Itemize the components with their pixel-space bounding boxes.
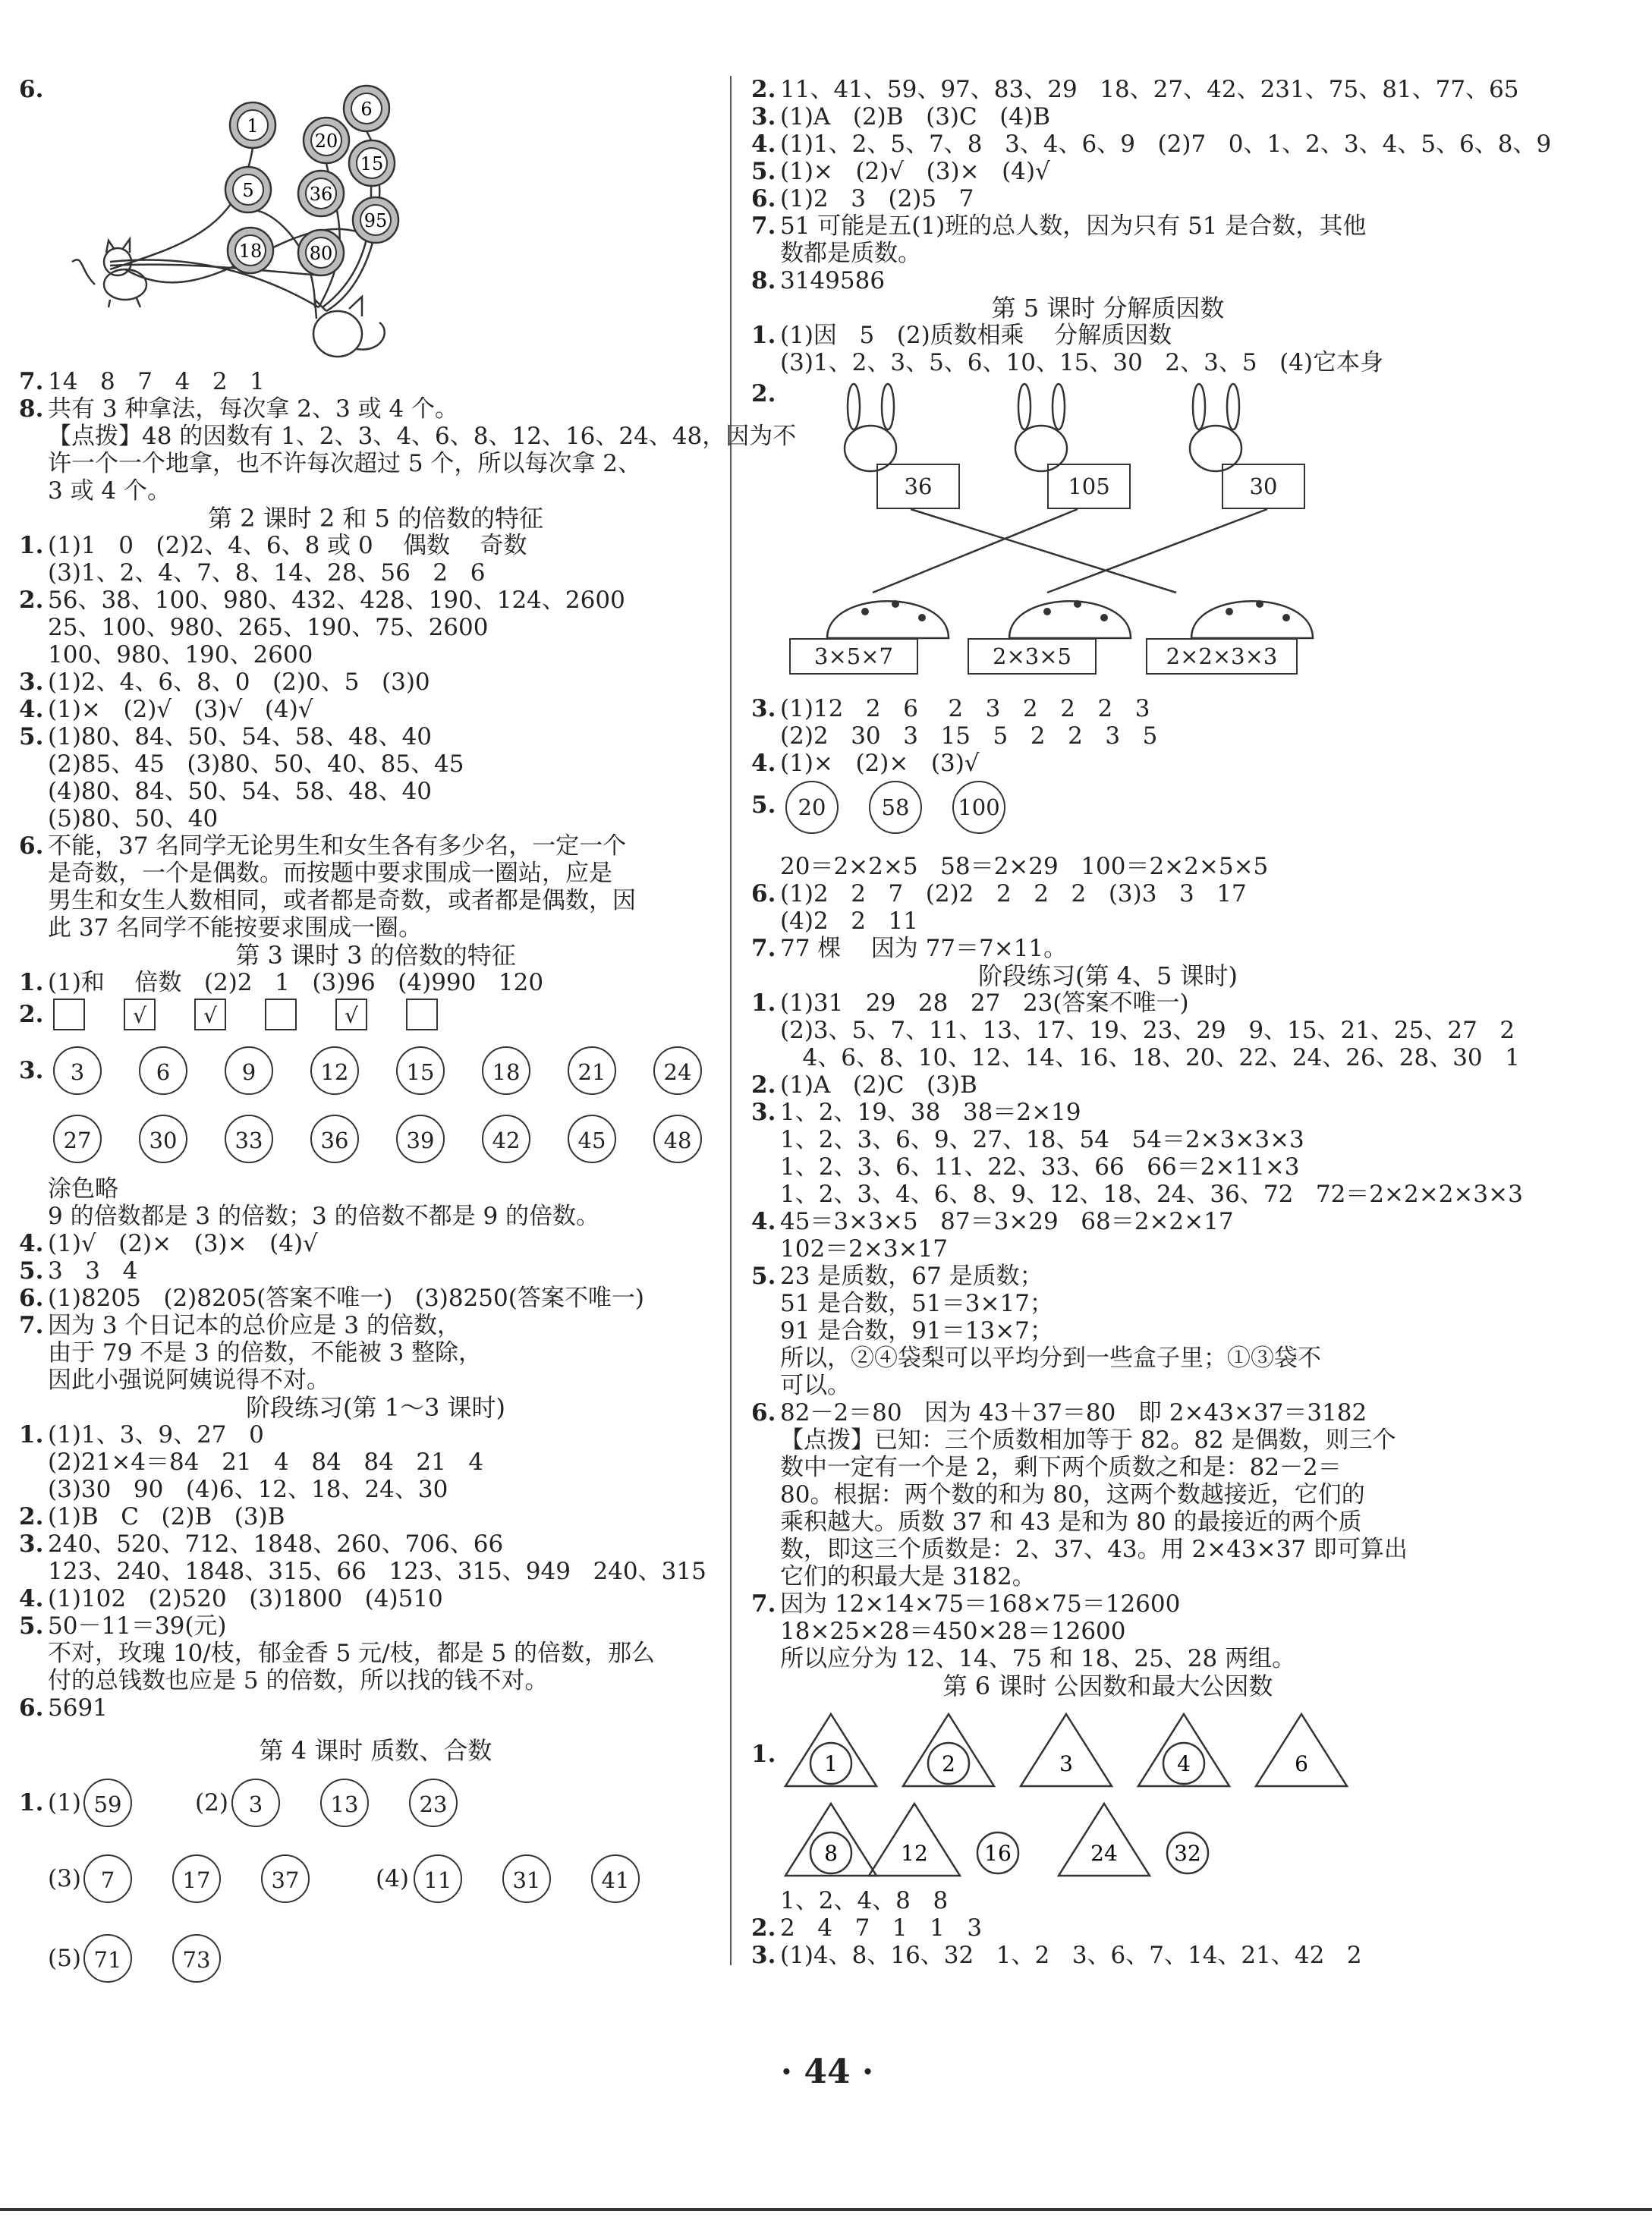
answer-line: 1、2、19、38 38＝2×19	[780, 1099, 1081, 1126]
circled-number: 58	[869, 781, 922, 834]
answer-line: 1、2、3、4、6、8、9、12、18、24、36、72 72＝2×2×2×3×3	[780, 1181, 1523, 1208]
question-number: 2.	[19, 1503, 44, 1530]
answer-line: 9 的倍数都是 3 的倍数；3 的倍数不都是 9 的倍数。	[48, 1203, 600, 1230]
question-number: 5.	[751, 791, 776, 819]
answer-line: 涂色略	[48, 1175, 118, 1203]
answer-line: 3149586	[780, 267, 886, 294]
section-heading: 第 3 课时 3 的倍数的特征	[235, 941, 516, 970]
option-tag: (5)	[48, 1945, 81, 1972]
circled-number: 100	[952, 781, 1005, 834]
question-number: 6.	[19, 1694, 44, 1722]
circled-number: 39	[396, 1115, 445, 1163]
answer-line: 1、2、3、6、11、22、33、66 66＝2×11×3	[780, 1153, 1300, 1181]
svg-text:20: 20	[314, 131, 338, 152]
question-number: 4.	[751, 750, 776, 777]
number-shape	[899, 1710, 998, 1794]
answer-line: 45＝3×3×5 87＝3×29 68＝2×2×17	[780, 1208, 1234, 1235]
answer-line: 23 是质数，67 是质数；	[780, 1263, 1043, 1290]
circled-number: 48	[653, 1115, 702, 1163]
section-heading: 阶段练习(第 1～3 课时)	[245, 1393, 506, 1422]
column-divider	[730, 76, 732, 1965]
balloon-cats-illustration	[65, 80, 489, 360]
question-number: 3.	[751, 1942, 776, 1969]
option-tag: (2)	[195, 1789, 228, 1817]
check-box: √	[194, 999, 226, 1030]
circled-number: 30	[139, 1115, 187, 1163]
question-number: 2.	[751, 1914, 776, 1942]
question-number: 3.	[19, 668, 44, 696]
number-shape	[1138, 1800, 1237, 1883]
check-box	[53, 999, 85, 1030]
balloon	[298, 230, 344, 275]
mushroom-factor-card: 3×5×7	[789, 638, 918, 675]
circled-number: 3	[53, 1046, 102, 1095]
answer-line: 51 是合数，51＝3×17；	[780, 1290, 1053, 1317]
circled-number: 59	[83, 1779, 132, 1827]
question-number: 4.	[19, 1230, 44, 1257]
svg-text:8: 8	[824, 1841, 838, 1866]
answer-line: 是奇数，一个是偶数。而按题中要求围成一圈站，应是	[48, 860, 612, 887]
answer-line: (1)80、84、50、54、58、48、40	[48, 723, 433, 750]
circled-number: 12	[310, 1046, 359, 1095]
circled-number: 71	[83, 1934, 132, 1983]
answer-line: 付的总钱数也应是 5 的倍数，所以找的钱不对。	[48, 1667, 549, 1694]
question-number: 7.	[751, 935, 776, 962]
check-box	[265, 999, 297, 1030]
answer-line: (3)1、2、4、7、8、14、28、56 2 6	[48, 559, 486, 587]
answer-line: (4)80、84、50、54、58、48、40	[48, 778, 433, 805]
answer-line: (1)A (2)C (3)B	[780, 1071, 977, 1099]
answer-line: 因为 12×14×75＝168×75＝12600	[780, 1590, 1181, 1618]
question-number: 2.	[751, 1071, 776, 1099]
svg-text:18: 18	[238, 241, 263, 262]
mushroom-factor-card: 2×3×5	[968, 638, 1097, 675]
answer-line: 2 4 7 1 1 3	[780, 1914, 983, 1942]
question-number: 6.	[19, 832, 44, 860]
answer-line: (3)1、2、3、5、6、10、15、30 2、3、5 (4)它本身	[780, 349, 1384, 376]
question-number: 1.	[751, 322, 776, 349]
circled-number: 45	[568, 1115, 616, 1163]
question-number: 3.	[751, 1099, 776, 1126]
rabbit-number-card: 36	[876, 464, 960, 509]
answer-line: 所以，②④袋梨可以平均分到一些盒子里；①③袋不	[780, 1345, 1321, 1372]
answer-line: (2)3、5、7、11、13、17、19、23、29 9、15、21、25、27 2	[780, 1017, 1515, 1044]
circled-number: 11	[414, 1854, 462, 1903]
answer-line: 男生和女生人数相同，或者都是奇数，或者都是偶数，因	[48, 887, 636, 914]
circled-number: 15	[396, 1046, 445, 1095]
section-heading: 第 2 课时 2 和 5 的倍数的特征	[207, 504, 544, 533]
question-number: 8.	[19, 395, 44, 423]
question-number: 2.	[19, 587, 44, 614]
answer-line: 1、2、3、6、9、27、18、54 54＝2×3×3×3	[780, 1126, 1304, 1153]
question-number: 7.	[751, 212, 776, 240]
question-number: 4.	[19, 696, 44, 723]
answer-line: 102＝2×3×17	[780, 1235, 949, 1263]
circled-number: 37	[261, 1854, 310, 1903]
answer-line: 因为 3 个日记本的总价应是 3 的倍数，	[48, 1312, 461, 1339]
svg-text:1: 1	[824, 1751, 838, 1776]
answer-line: 77 棵 因为 77＝7×11。	[780, 935, 1068, 962]
question-number: 8.	[751, 267, 776, 294]
circled-number: 33	[225, 1115, 273, 1163]
answer-line: (1)4、8、16、32 1、2 3、6、7、14、21、42 2	[780, 1942, 1362, 1969]
answer-line: (1)31 29 28 27 23(答案不唯一)	[780, 989, 1189, 1017]
answer-line: (1)1、2、5、7、8 3、4、6、9 (2)7 0、1、2、3、4、5、6、8、9	[780, 131, 1552, 158]
answer-line: (1)因 5 (2)质数相乘 分解质因数	[780, 322, 1172, 349]
balloon	[225, 167, 271, 212]
answer-line: (1)102 (2)520 (3)1800 (4)510	[48, 1585, 443, 1612]
balloon	[349, 140, 395, 186]
answer-line: (1)2 2 7 (2)2 2 2 2 (3)3 3 17	[780, 880, 1247, 907]
svg-text:80: 80	[309, 243, 333, 264]
svg-text:12: 12	[901, 1841, 928, 1866]
answer-line: (2)85、45 (3)80、50、40、85、45	[48, 750, 464, 778]
number-shape	[782, 1710, 880, 1794]
svg-text:15: 15	[360, 153, 384, 175]
answer-line: (1)2、4、6、8、0 (2)0、5 (3)0	[48, 668, 430, 696]
question-number: 5.	[751, 1263, 776, 1290]
question-number: 4.	[19, 1585, 44, 1612]
answer-line: 数，即这三个质数是：2、37、43。用 2×43×37 即可算出	[780, 1536, 1408, 1563]
answer-line: 1、2、4、8 8	[780, 1887, 949, 1914]
question-number: 7.	[751, 1590, 776, 1618]
section-heading: 阶段练习(第 4、5 课时)	[977, 961, 1238, 990]
question-number: 6.	[751, 1399, 776, 1426]
question-number: 1.	[19, 532, 44, 559]
answer-line: 此 37 名同学不能按要求围成一圈。	[48, 914, 423, 942]
circled-number: 7	[83, 1854, 132, 1903]
circled-number: 27	[53, 1115, 102, 1163]
answer-line: 100、980、190、2600	[48, 641, 313, 668]
balloon	[304, 118, 349, 163]
answer-line: (2)2 30 3 15 5 2 2 3 5	[780, 722, 1158, 750]
question-number: 2.	[19, 1001, 44, 1028]
answer-line: (4)2 2 11	[780, 907, 918, 935]
question-number: 1.	[19, 1421, 44, 1448]
svg-text:36: 36	[309, 184, 333, 205]
circled-number: 18	[482, 1046, 530, 1095]
question-number: 3.	[19, 1057, 44, 1084]
question-number: 3.	[751, 103, 776, 131]
answer-line: 共有 3 种拿法，每次拿 2、3 或 4 个。	[48, 395, 459, 423]
answer-line: 不能，37 名同学无论男生和女生各有多少名，一定一个	[48, 832, 627, 860]
section-heading: 第 6 课时 公因数和最大公因数	[942, 1672, 1273, 1700]
answer-line: (1)× (2)× (3)√	[780, 750, 980, 777]
question-number: 1.	[19, 1789, 44, 1817]
answer-line: 因此小强说阿姨说得不对。	[48, 1367, 330, 1394]
circled-number: 23	[409, 1779, 458, 1827]
answer-line: 4、6、8、10、12、14、16、18、20、22、24、26、28、30 1	[780, 1044, 1520, 1071]
circled-number: 42	[482, 1115, 530, 1163]
section-heading: 第 4 课时 质数、合数	[259, 1736, 492, 1765]
question-number: 7.	[19, 368, 44, 395]
answer-line: 14 8 7 4 2 1	[48, 368, 265, 395]
answer-line: 56、38、100、980、432、428、190、124、2600	[48, 587, 625, 614]
number-shape	[1017, 1710, 1115, 1794]
answer-line: 51 可能是五(1)班的总人数，因为只有 51 是合数，其他	[780, 212, 1367, 240]
question-number: 1.	[19, 969, 44, 996]
answer-line: (1)× (2)√ (3)√ (4)√	[48, 696, 313, 723]
answer-line: (1)和 倍数 (2)2 1 (3)96 (4)990 120	[48, 969, 544, 996]
answer-line: 不对，玫瑰 10/枝，郁金香 5 元/枝，都是 5 的倍数，那么	[48, 1640, 656, 1667]
answer-line: (5)80、50、40	[48, 805, 219, 832]
answer-line: 乘积越大。质数 37 和 43 是和为 80 的最接近的两个质	[780, 1508, 1362, 1536]
answer-line: 18×25×28＝450×28＝12600	[780, 1618, 1126, 1645]
rabbit-number-card: 105	[1047, 464, 1131, 509]
answer-line: 50－11＝39(元)	[48, 1612, 227, 1640]
svg-text:32: 32	[1174, 1841, 1201, 1866]
answer-line: 91 是合数，91＝13×7；	[780, 1317, 1053, 1345]
circled-number: 41	[591, 1854, 640, 1903]
answer-line: 11、41、59、97、83、29 18、27、42、231、75、81、77、65	[780, 76, 1519, 103]
answer-line: 数都是质数。	[780, 240, 921, 267]
question-number: 7.	[19, 1312, 44, 1339]
answer-line: (1)1 0 (2)2、4、6、8 或 0 偶数 奇数	[48, 532, 527, 559]
balloon	[353, 197, 398, 243]
circled-number: 36	[310, 1115, 359, 1163]
answer-line: 80。根据：两个数的和为 80，这两个数越接近，它们的	[780, 1481, 1365, 1508]
question-number: 1.	[751, 1741, 776, 1768]
circled-number: 21	[568, 1046, 616, 1095]
question-number: 1.	[751, 989, 776, 1017]
answer-line: (3)30 90 (4)6、12、18、24、30	[48, 1476, 448, 1503]
answer-line: (1)× (2)√ (3)× (4)√	[780, 158, 1050, 185]
svg-text:1: 1	[247, 115, 259, 137]
svg-text:3: 3	[1059, 1751, 1073, 1776]
circled-number: 13	[320, 1779, 369, 1827]
svg-text:4: 4	[1177, 1751, 1191, 1776]
rabbit-number-card: 30	[1222, 464, 1305, 509]
circled-number: 20	[785, 781, 839, 834]
question-number: 6.	[751, 185, 776, 212]
mushroom-factor-card: 2×2×3×3	[1146, 638, 1298, 675]
question-number: 6.	[19, 1285, 44, 1312]
tip-line: 【点拨】48 的因数有 1、2、3、4、6、8、12、16、24、48，因为不	[48, 423, 797, 450]
question-number: 5.	[751, 158, 776, 185]
number-shape	[1134, 1710, 1233, 1794]
tip-line: 许一个一个地拿，也不许每次超过 5 个，所以每次拿 2、	[48, 450, 642, 477]
answer-line: 由于 79 不是 3 的倍数，不能被 3 整除，	[48, 1339, 483, 1367]
circled-number: 3	[231, 1779, 280, 1827]
question-number: 5.	[19, 723, 44, 750]
answer-line: 20＝2×2×5 58＝2×29 100＝2×2×5×5	[780, 853, 1269, 880]
rabbit-mushroom-matching	[766, 376, 1472, 741]
question-number: 6.	[19, 76, 44, 103]
answer-line: 3 3 4	[48, 1257, 138, 1285]
circled-number: 73	[172, 1934, 221, 1983]
question-number: 3.	[19, 1530, 44, 1558]
question-number: 5.	[19, 1612, 44, 1640]
svg-text:6: 6	[360, 99, 373, 120]
tip-line: 3 或 4 个。	[48, 477, 171, 505]
answer-line: 240、520、712、1848、260、706、66	[48, 1530, 504, 1558]
circled-number: 9	[225, 1046, 273, 1095]
answer-line: 数中一定有一个是 2，剩下两个质数之和是：82－2＝	[780, 1454, 1342, 1481]
check-box	[406, 999, 438, 1030]
answer-line: (1)2 3 (2)5 7	[780, 185, 974, 212]
option-tag: (1)	[48, 1789, 81, 1817]
bottom-rule	[0, 2208, 1652, 2211]
svg-text:5: 5	[242, 180, 254, 201]
number-shape	[1252, 1710, 1351, 1794]
balloon	[344, 86, 389, 131]
option-tag: (4)	[376, 1865, 409, 1892]
check-box: √	[335, 999, 367, 1030]
number-shape	[949, 1800, 1047, 1883]
question-number: 2.	[751, 76, 776, 103]
svg-text:24: 24	[1090, 1841, 1118, 1866]
answer-line: (1)12 2 6 2 3 2 2 2 3	[780, 695, 1150, 722]
answer-line: (2)21×4＝84 21 4 84 84 21 4	[48, 1448, 484, 1476]
section-heading: 第 5 课时 分解质因数	[991, 294, 1225, 322]
answer-line: 所以应分为 12、14、75 和 18、25、28 两组。	[780, 1645, 1296, 1672]
circled-number: 24	[653, 1046, 702, 1095]
svg-text:6: 6	[1295, 1751, 1308, 1776]
question-number: 6.	[751, 880, 776, 907]
answer-line: (1)A (2)B (3)C (4)B	[780, 103, 1051, 131]
balloon	[228, 228, 273, 273]
question-number: 5.	[19, 1257, 44, 1285]
option-tag: (3)	[48, 1865, 81, 1892]
answer-line: 82－2＝80 因为 43＋37＝80 即 2×43×37＝3182	[780, 1399, 1367, 1426]
page-number: · 44 ·	[780, 2052, 874, 2091]
answer-line: (1)1、3、9、27 0	[48, 1421, 264, 1448]
svg-text:95: 95	[363, 210, 388, 231]
question-number: 3.	[751, 695, 776, 722]
answer-line: 【点拨】已知：三个质数相加等于 82。82 是偶数，则三个	[780, 1426, 1396, 1454]
svg-text:2: 2	[942, 1751, 955, 1776]
answer-line: 5691	[48, 1694, 108, 1722]
question-number: 4.	[751, 1208, 776, 1235]
circled-number: 6	[139, 1046, 187, 1095]
answer-line: (1)B C (2)B (3)B	[48, 1503, 285, 1530]
answer-line: 25、100、980、265、190、75、2600	[48, 614, 489, 641]
answer-line: 可以。	[780, 1372, 851, 1399]
circled-number: 17	[172, 1854, 221, 1903]
svg-text:16: 16	[984, 1841, 1012, 1866]
question-number: 2.	[751, 380, 776, 407]
answer-line: 123、240、1848、315、66 123、315、949 240、315	[48, 1558, 706, 1585]
balloon	[230, 102, 275, 148]
question-number: 4.	[751, 131, 776, 158]
balloon	[298, 171, 344, 216]
answer-line: (1)√ (2)× (3)× (4)√	[48, 1230, 318, 1257]
check-box: √	[124, 999, 156, 1030]
answer-line: (1)8205 (2)8205(答案不唯一) (3)8250(答案不唯一)	[48, 1285, 644, 1312]
circled-number: 31	[502, 1854, 551, 1903]
answer-line: 它们的积最大是 3182。	[780, 1563, 1036, 1590]
